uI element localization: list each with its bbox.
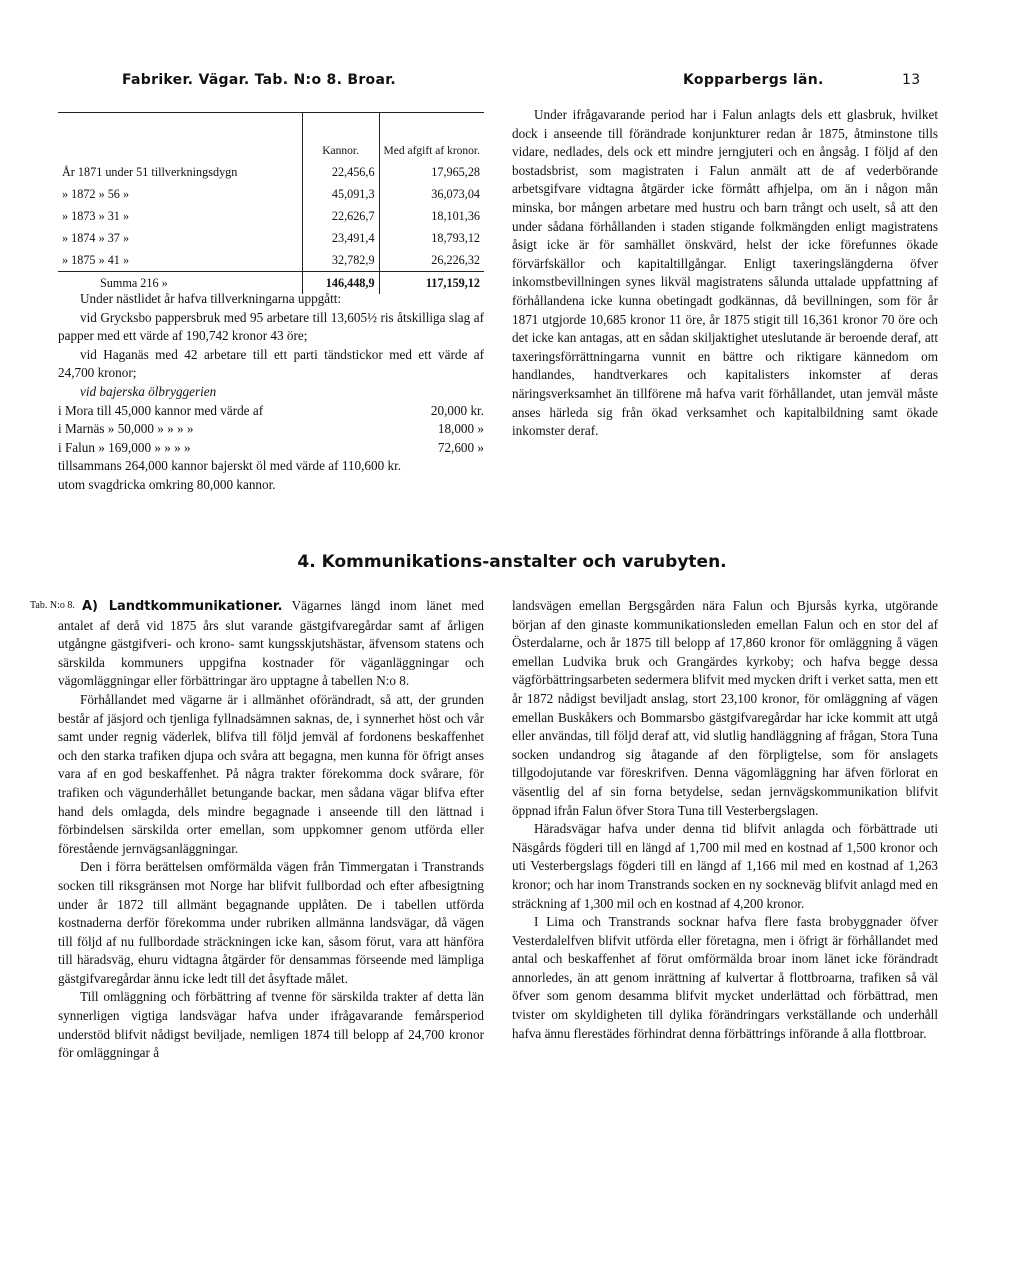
row-label: » 1875 » 41 » <box>62 252 130 267</box>
table-row <box>58 249 484 272</box>
list-item: i Marnäs » 50,000 » » » » 18,000 » <box>58 421 484 437</box>
row-label: » 1873 » 31 » <box>62 208 130 223</box>
production-table <box>58 112 484 294</box>
row-afgift: 18,793,12 <box>379 227 484 249</box>
paragraph: I Lima och Transtrands socknar hafva flere fasta brobyggnader öfver Vesterdalelfven blifvit utförda eller företagna, men i öfrigt är förhållandet med antal och beskaffenhet af förut omförmälda broar inom länet icke förändradt annorledes, än att genom inrättning af kulvertar å flottbroarna, trafiken så väl öfver som genom desamma blifvit mycket underlättad och förbättrad, men tvister om skyldigheten till dylika förändringars verkställande och underhåll hafva ännu flerestädes förhindrat denna förbättrings införande å alla flottbroar. <box>512 914 938 1041</box>
table-row <box>58 227 484 249</box>
row-label: År 1871 under 51 tillverkningsdygn <box>62 164 238 179</box>
row-kannor: 22,626,7 <box>302 205 379 227</box>
row-afgift: 18,101,36 <box>379 205 484 227</box>
paragraph: utom svagdricka omkring 80,000 kannor. <box>58 476 276 492</box>
paragraph: Till omläggning och förbättring af tvenne för särskilda trakter af detta län synnerligen vigtiga landsvägar hafva under ifrågavarande femårsperiod understöd blifvit nådigst beviljade, nemligen 1874 till belopp af 24,700 kronor för omläggningar å <box>58 989 484 1061</box>
subsection-heading: A) Landtkommunikationer. <box>82 599 283 614</box>
table-header-row <box>58 113 484 161</box>
list-item: i Mora till 45,000 kannor med värde af 20,000 kr. <box>58 402 484 418</box>
table-row <box>58 205 484 227</box>
paragraph: tillsammans 264,000 kannor bajerskt öl med värde af 110,600 kr. <box>58 458 402 474</box>
section-title: 4. Kommunikations-anstalter och varubyten. <box>297 552 727 572</box>
row-kannor: 23,491,4 <box>302 227 379 249</box>
sum-afgift: 117,159,12 <box>379 272 484 295</box>
margin-note: Tab. N:o 8. <box>30 600 75 611</box>
right-bottom-text <box>512 597 938 1043</box>
paragraph: Den i förra berättelsen omförmälda vägen från Timmergatan i Transtrands socken till riksgränsen mot Norge har blifvit fullbordad och efter afbesigtning under år 1872 till allmänt begagnande upplåten. De i tabellen utförda kostnaderna derför förekomma under rubriken allmänna landsvägar, då vägen till följd af nu fullbordade sträckningen icke kan, såsom förut, vara att hänföra till häradsväg, ehuru vidtagna åtgärder för densammas förseende med lämpliga gästgifvaregårdar ännu icke ledt till det åsyftade målet. <box>58 859 484 986</box>
paragraph: vid Grycksbo pappersbruk med 95 arbetare till 13,605½ ris åtskilliga slag af papper med ett värde af 190,742 kronor 43 öre; <box>58 309 484 344</box>
running-header-right: Kopparbergs län. <box>683 72 824 88</box>
paragraph: vid Haganäs med 42 arbetare till ett parti tändstickor med ett värde af 24,700 kronor; <box>58 346 484 381</box>
paragraph: landsvägen emellan Bergsgården nära Falun och Bjursås kyrka, utgörande början af den ginaste kommunikationsleden emellan Falun och en stor del af Österdalarne, och år 1875 till belopp af 17,860 kronor för omläggning å vägen emellan Ludvika bruk och Grangärdes kyrkoby; och hafva begge dessa vägförbättringsarbeten sedermera blifvit med mycken drift i verket satta, men ett år 1872 nådigst beviljadt anslag, stort 23,100 kronor, för omläggning af vägen emellan Buskåkers och Bommarsbo gästgifvaregårdar har icke kommit att utgå eller användas, till följd deraf att, vid slutlig handläggning af frågan, Stora Tuna socken undandrog sig åtagande af den förpligtelse, som för anslagets tillgodojutande var föreskrifven. Denna vägomläggning har äfven förlorat en väsentlig del af sin forna betydelse, sedan jernvägskommunikation blifvit öppnad ifrån Falun öfver Stora Tuna till Vesterbergslagen. <box>512 598 938 818</box>
sum-kannor: 146,448,9 <box>302 272 379 295</box>
paragraph: vid bajerska ölbryggerien <box>80 383 217 399</box>
row-afgift: 26,226,32 <box>379 249 484 272</box>
paragraph: Förhållandet med vägarne är i allmänhet oförändradt, så att, der grunden består af jäsjord och tjenliga fyllnadsämnen saknas, de, i synnerhet höst och vår samt under regnig väderlek, blifva till följd jemväl af fordonens beskaffenhet och den starka trafiken djupa och svåra att begagna, men kunna för öfrigt anses vara af en god beskaffenhet. På några trakter förekomma dock svårare, för trafiken och vägunderhållet betungande backar, men sådana vägar blifva efter hand dels omlagda, dels mindre begagnade i anseende till den lättnad i förbindelsen särskilda orter emellan, som uppkomner genom utförda eller förestående jernvägsanläggningar. <box>58 691 484 856</box>
paragraph: Under ifrågavarande period har i Falun anlagts dels ett glasbruk, hvilket dock i anseende till förändrade konjunkturer redan år 1875, åtminstone tills vidare, nedlades, dels ock ett mindre jerngjuteri och en ångsåg. I följd af den bostadsbrist, som magistraten i Falun anmält att de af vederbörande arbetsgifvare vidtagna åtgärder icke förmått afhjelpa, om än i någon mån minska, bor mången arbetare med hustru och barn trångt och uselt, så att den under sådana förhållanden i staden stigande folkmängden enligt magistratens åsigt icke är för samhället önskvärd, helst der icke förefunnes ökade förvärfskällor och kapitaltillgångar. Enligt taxeringslängderna öfver inkomstbevillningen synes likväl magistratens sålunda uttalade uppfattning af förhållandena icke kunna obetingadt godkännas, då bevillningen, som för år 1871 utgjorde 10,685 kronor 11 öre, år 1875 stigit till 16,361 kronor 70 öre och det icke kan antagas, att en sådan skiljaktighet uteslutande är beroende deraf, att taxeringsförrättningarna vunnit en bättre och riktigare kännedom om handlandes, handtverkares och kapitalisters inkomster af deras näringsverksamhet än tillförene må hafva varit förhållandet, utan jemväl måste anses härleda sig från ökad verksamhet och kapitalbildning samt ökade inkomster deraf. <box>512 107 938 439</box>
sum-label: Summa 216 » <box>58 272 302 295</box>
row-label: » 1872 » 56 » <box>62 186 130 201</box>
running-header-left: Fabriker. Vägar. Tab. N:o 8. Broar. <box>122 72 397 88</box>
table-row <box>58 183 484 205</box>
production-table-grid <box>58 113 484 294</box>
paragraph: Under nästlidet år hafva tillverkningarna uppgått: <box>80 291 342 306</box>
col-header-kannor: Kannor. <box>302 113 379 161</box>
page-number: 13 <box>902 72 921 88</box>
row-kannor: 32,782,9 <box>302 249 379 272</box>
row-afgift: 36,073,04 <box>379 183 484 205</box>
row-afgift: 17,965,28 <box>379 161 484 183</box>
left-bottom-text <box>58 597 484 1063</box>
right-top-text <box>512 106 938 441</box>
table-row <box>58 161 484 183</box>
list-item: i Falun » 169,000 » » » » 72,600 » <box>58 439 484 455</box>
row-kannor: 45,091,3 <box>302 183 379 205</box>
left-top-text <box>58 290 484 495</box>
col-header-afgift: Med afgift af kronor. <box>379 113 484 161</box>
row-label: » 1874 » 37 » <box>62 230 130 245</box>
paragraph: Häradsvägar hafva under denna tid blifvit anlagda och förbättrade uti Näsgårds fögderi till en längd af 1,700 mil med en kostnad af 1,500 kronor och uti Vesterbergslags fögderi till en längd af 1,166 mil med en kostnad af 1,263 kronor; och har inom Transtrands socken en ny sockneväg blifvit anlagd med en sträckning af 1,300 mil och en kostnad af 4,200 kronor. <box>512 821 938 911</box>
row-kannor: 22,456,6 <box>302 161 379 183</box>
paragraph: A) Landtkommunikationer. Vägarnes längd inom länet med antalet af derå vid 1875 års slut varande gästgifvaregårdar samt af årligen utgångne gästgifveri- och krono- samt kungsskjutshästar, äfvensom statens och särskilda kommuners uppgifna kostnader för väganläggningar och vägomläggningar eller förbättringar äro upptagne å tabellen N:o 8. <box>58 598 485 689</box>
